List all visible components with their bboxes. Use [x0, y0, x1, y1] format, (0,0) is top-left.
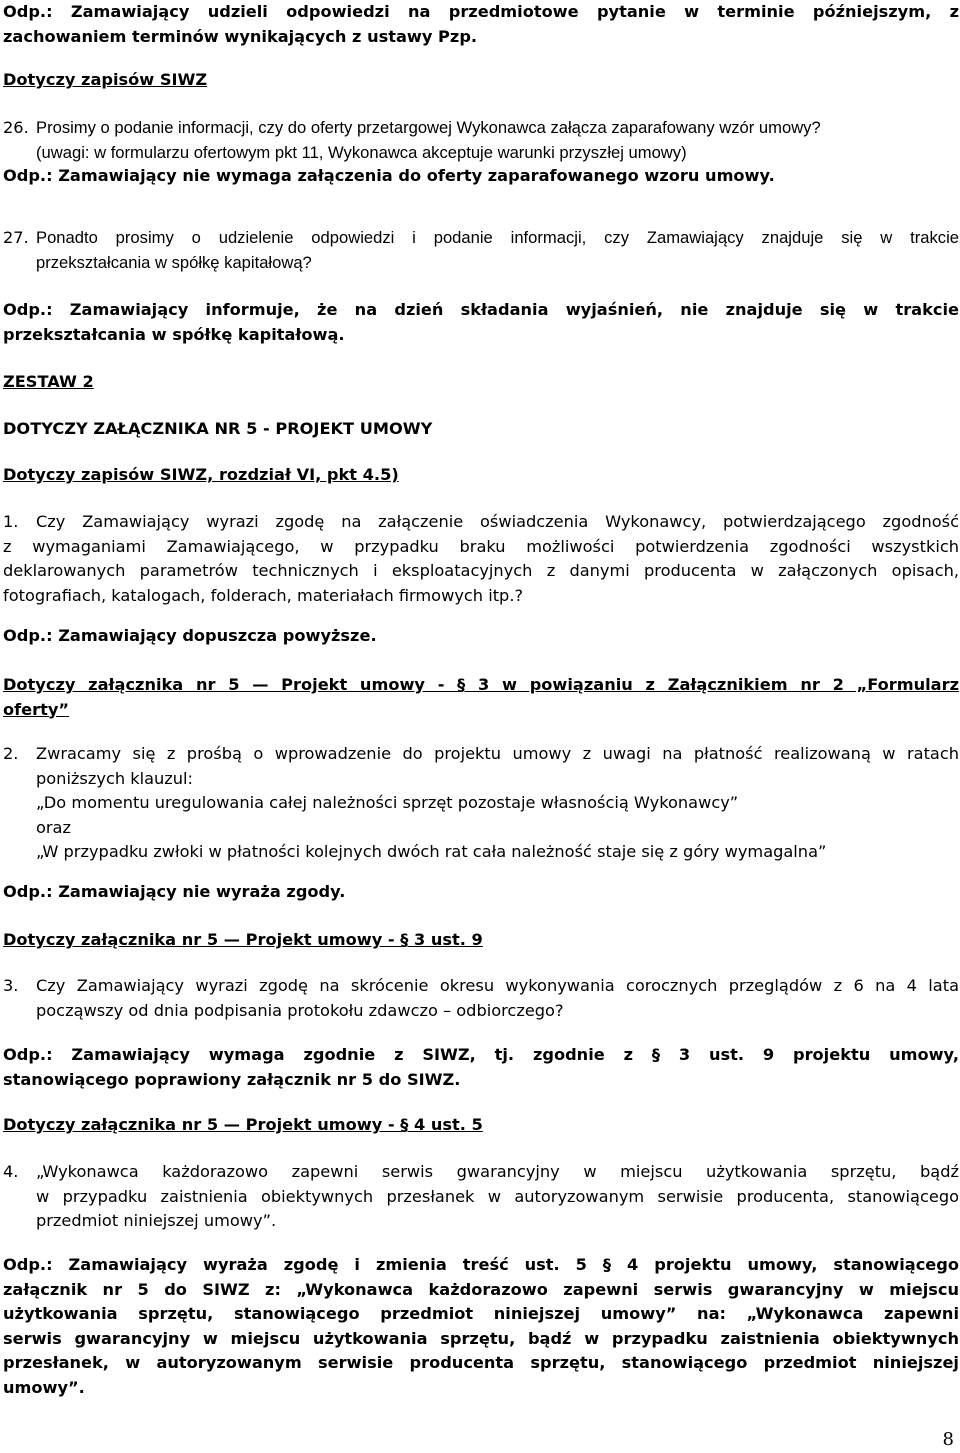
intro-answer: Odp.: Zamawiający udzieli odpowiedzi na przedmiotowe pytanie w terminie późniejszym, z zachowaniem terminów wynikających z ustawy Pzp.	[3, 2, 959, 46]
answer-26: Odp.: Zamawiający nie wymaga załączenia do oferty zaparafowanego wzoru umowy.	[3, 166, 775, 185]
question-4: 4. „Wykonawca każdorazowo zapewni serwis gwarancyjny w miejscu użytkowania sprzętu, bądź w przypadku zaistnienia obiektywnych przesłanek w autoryzowanym serwisie producenta, stanowiącego przedmiot niniejszej umowy”.	[3, 1162, 959, 1230]
zestaw-label: ZESTAW 2	[3, 372, 94, 391]
question-26: 26. Prosimy o podanie informacji, czy do oferty przetargowej Wykonawca załącza zaparafowany wzór umowy? (uwagi: w formularzu ofertowym pkt 11, Wykonawca akceptuje warunki przyszłej umowy)	[3, 118, 821, 162]
answer-4: Odp.: Zamawiający wyraża zgodę i zmienia treść ust. 5 § 4 projektu umowy, stanowiącego załącznik nr 5 do SIWZ z: „Wykonawca każdorazowo zapewni serwis gwarancyjny w miejscu użytkowania sprzętu, stanowiącego przedmiot niniejszej umowy” na: „Wykonawca zapewni serwis gwarancyjny w miejscu użytkowania sprzętu, bądź w przypadku zaistnienia obiektywnych przesłanek, w autoryzowanym serwisie producenta sprzętu, stanowiącego przedmiot niniejszej umowy”.	[3, 1255, 959, 1397]
question-2: 2. Zwracamy się z prośbą o wprowadzenie do projektu umowy z uwagi na płatność realizowaną w ratach poniższych klauzul: „Do momentu uregulowania całej należności sprzęt pozostaje własnością Wykonawcy” oraz „W przypadku zwłoki w płatności kolejnych dwóch rat cała należność staje się z góry wymagalna”	[3, 744, 959, 861]
zestaw-subheading: Dotyczy zapisów SIWZ, rozdział VI, pkt 4.5)	[3, 465, 399, 484]
heading-attachment-5-par4-ust5: Dotyczy załącznika nr 5 — Projekt umowy - § 4 ust. 5	[3, 1115, 483, 1134]
zestaw-title: DOTYCZY ZAŁĄCZNIKA NR 5 - PROJEKT UMOWY	[3, 419, 433, 438]
page-number: 8	[942, 1429, 954, 1450]
heading-attachment-5-par3: Dotyczy załącznika nr 5 — Projekt umowy - § 3 w powiązaniu z Załącznikiem nr 2 „Formularz oferty”	[3, 675, 959, 719]
question-3: 3. Czy Zamawiający wyrazi zgodę na skrócenie okresu wykonywania corocznych przeglądów z 6 na 4 lata począwszy od dnia podpisania protokołu zdawczo – odbiorczego?	[3, 976, 959, 1020]
question-1: 1. Czy Zamawiający wyrazi zgodę na załączenie oświadczenia Wykonawcy, potwierdzającego zgodność z wymaganiami Zamawiającego, w przypadku braku możliwości potwierdzenia zgodności wszystkich deklarowanych parametrów technicznych i eksploatacyjnych z danymi producenta w załączonych opisach, fotografiach, katalogach, folderach, materiałach firmowych itp.?	[3, 512, 959, 605]
answer-1: Odp.: Zamawiający dopuszcza powyższe.	[3, 626, 377, 645]
answer-2: Odp.: Zamawiający nie wyraża zgody.	[3, 882, 346, 901]
section-heading-siwz: Dotyczy zapisów SIWZ	[3, 70, 208, 89]
heading-attachment-5-par3-ust9: Dotyczy załącznika nr 5 — Projekt umowy - § 3 ust. 9	[3, 930, 483, 949]
question-27: 27. Ponadto prosimy o udzielenie odpowiedzi i podanie informacji, czy Zamawiający znajduje się w trakcie przekształcania w spółkę kapitałową?	[3, 228, 959, 272]
answer-27: Odp.: Zamawiający informuje, że na dzień składania wyjaśnień, nie znajduje się w trakcie przekształcania w spółkę kapitałową.	[3, 300, 959, 344]
answer-3: Odp.: Zamawiający wymaga zgodnie z SIWZ, tj. zgodnie z § 3 ust. 9 projektu umowy, stanowiącego poprawiony załącznik nr 5 do SIWZ.	[3, 1045, 959, 1089]
